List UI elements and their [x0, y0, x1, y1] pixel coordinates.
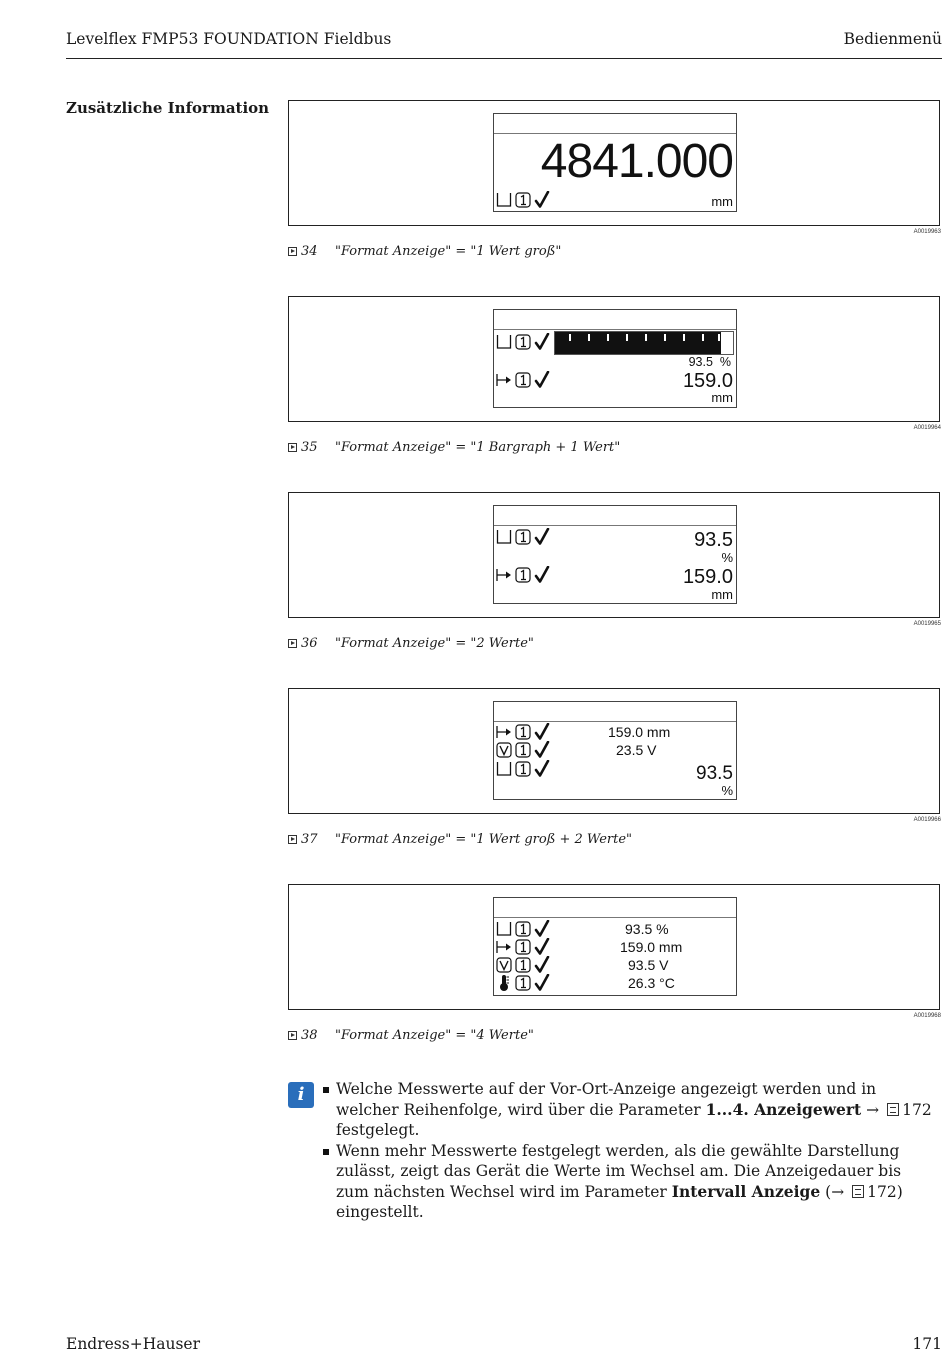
header-rule: [66, 58, 942, 59]
value-unit: mm: [711, 390, 733, 405]
check-icon: [536, 957, 548, 972]
bargraph-tick: [718, 334, 720, 341]
temperature-row: 26.3 °C: [628, 975, 675, 991]
channel-icon: [516, 193, 530, 207]
figure-37-caption: [288, 832, 632, 847]
channel-icon: [516, 762, 530, 776]
channel-icon: [516, 940, 530, 954]
value-unit: mm: [711, 587, 733, 602]
figure-icon: [288, 639, 297, 648]
lcd-header-bar: [494, 506, 736, 526]
bargraph-tick: [569, 334, 571, 341]
figure-36-frame: [288, 492, 940, 618]
figure-code: A0019968: [913, 1013, 941, 1019]
value-unit: %: [721, 550, 733, 565]
channel-icon: [516, 373, 530, 387]
figure-number: 36: [301, 636, 318, 651]
channel-icon: [516, 335, 530, 349]
distance-value: 159.0: [682, 566, 733, 588]
caption-text: "Format Anzeige" = "1 Bargraph + 1 Wert": [335, 440, 621, 455]
check-icon: [536, 761, 548, 776]
bargraph-tick: [607, 334, 609, 341]
distance-row: 159.0 mm: [620, 939, 683, 955]
distance-icon: [497, 941, 511, 953]
value-unit: %: [721, 783, 733, 798]
caption-text: "Format Anzeige" = "4 Werte": [335, 1028, 534, 1043]
page-number: 171: [912, 1335, 942, 1353]
value-unit: mm: [711, 194, 733, 209]
book-icon: [887, 1103, 899, 1116]
status-symbol: [496, 191, 552, 209]
level-row: 93.5 %: [625, 921, 669, 937]
tank-icon: [498, 922, 511, 935]
bargraph-fill: [555, 332, 721, 354]
level-value: 93.5: [694, 529, 733, 551]
status-symbol: [496, 938, 552, 956]
check-icon: [536, 724, 548, 739]
lcd-display: [493, 897, 737, 996]
distance-value: 159.0: [682, 370, 733, 392]
lcd-display: [493, 701, 737, 800]
channel-icon: [516, 530, 530, 544]
lcd-header-bar: [494, 310, 736, 330]
status-symbol: [496, 920, 552, 938]
bargraph-tick: [626, 334, 628, 341]
figure-37-frame: [288, 688, 940, 814]
voltage-row: 93.5 V: [628, 957, 669, 973]
tank-icon: [498, 335, 511, 348]
note-list: [322, 1079, 932, 1223]
voltage-row: 23.5 V: [616, 742, 657, 758]
figure-38-frame: [288, 884, 940, 1010]
figure-35-frame: [288, 296, 940, 422]
check-icon: [536, 742, 548, 757]
footer-brand: Endress+Hauser: [66, 1335, 200, 1353]
figure-38-caption: [288, 1028, 534, 1043]
channel-icon: [516, 922, 530, 936]
lcd-display: [493, 505, 737, 604]
parameter-link[interactable]: 1...4. Anzeigewert: [705, 1099, 862, 1119]
figure-number: 34: [301, 244, 318, 259]
main-value: 4841.000: [540, 135, 733, 188]
check-icon: [536, 975, 548, 990]
figure-36-caption: [288, 636, 534, 651]
lcd-header-bar: [494, 114, 736, 134]
channel-icon: [516, 958, 530, 972]
figure-number: 35: [301, 440, 318, 455]
status-symbol: [496, 723, 552, 741]
caption-text: "Format Anzeige" = "2 Werte": [335, 636, 534, 651]
figure-code: A0019966: [913, 817, 941, 823]
book-icon: [852, 1185, 864, 1198]
note-bullet-1: Welche Messwerte auf der Vor-Ort-Anzeige angezeigt werden und in welcher Reihenfolge, wird über die Parameter 1...4. Anzeigewert → 172 festgelegt.: [322, 1079, 932, 1141]
status-symbol: [496, 974, 552, 992]
channel-icon: [516, 976, 530, 990]
header-section: Bedienmenü: [843, 30, 942, 48]
tank-icon: [498, 762, 511, 775]
bargraph-tick: [702, 334, 704, 341]
lcd-display: [493, 113, 737, 212]
bargraph-tick: [588, 334, 590, 341]
lcd-header-bar: [494, 702, 736, 722]
bargraph-tick: [645, 334, 647, 341]
status-symbol: [496, 566, 552, 584]
figure-code: A0019965: [913, 621, 941, 627]
check-icon: [536, 334, 548, 349]
bargraph-tick: [683, 334, 685, 341]
info-icon: i: [288, 1082, 314, 1108]
figure-code: A0019963: [913, 229, 941, 235]
distance-row: 159.0 mm: [608, 724, 671, 740]
distance-icon: [497, 726, 511, 738]
channel-icon: [516, 743, 530, 757]
page-reference[interactable]: 172: [867, 1182, 897, 1201]
status-symbol: [496, 528, 552, 546]
lcd-header-bar: [494, 898, 736, 918]
tank-icon: [498, 193, 511, 206]
status-symbol: [496, 371, 552, 389]
page-reference[interactable]: 172: [902, 1100, 932, 1119]
figure-code: A0019964: [913, 425, 941, 431]
distance-icon: [497, 374, 511, 386]
bargraph: [554, 331, 734, 355]
status-symbol: [496, 956, 552, 974]
figure-number: 38: [301, 1028, 318, 1043]
check-icon: [536, 372, 548, 387]
figure-icon: [288, 443, 297, 452]
note-bullet-2: Wenn mehr Messwerte festgelegt werden, als die gewählte Darstellung zulässt, zeigt das Gerät die Werte im Wechsel am. Die Anzeigedauer bis zum nächsten Wechsel wird im Parameter Intervall Anzeige (→ 172) eingestellt.: [322, 1141, 932, 1223]
distance-icon: [497, 569, 511, 581]
check-icon: [536, 567, 548, 582]
lcd-display: [493, 309, 737, 408]
level-value: 93.5: [696, 763, 733, 784]
figure-icon: [288, 1031, 297, 1040]
parameter-link[interactable]: Intervall Anzeige: [671, 1181, 821, 1201]
status-symbol: [496, 760, 552, 778]
figure-number: 37: [301, 832, 318, 847]
figure-34-caption: [288, 244, 561, 259]
caption-text: "Format Anzeige" = "1 Wert groß": [335, 244, 562, 259]
figure-35-caption: [288, 440, 620, 455]
voltage-icon: [497, 743, 511, 757]
channel-icon: [516, 568, 530, 582]
caption-text: "Format Anzeige" = "1 Wert groß + 2 Werte": [335, 832, 633, 847]
channel-icon: [516, 725, 530, 739]
side-heading: Zusätzliche Information: [66, 99, 270, 117]
tank-icon: [498, 530, 511, 543]
figure-icon: [288, 835, 297, 844]
check-icon: [536, 192, 548, 207]
voltage-icon: [497, 958, 511, 972]
thermometer-icon: [500, 975, 509, 991]
bargraph-value: 93.5 %: [688, 355, 731, 369]
check-icon: [536, 921, 548, 936]
check-icon: [536, 939, 548, 954]
status-symbol: [496, 741, 552, 759]
check-icon: [536, 529, 548, 544]
header-title: Levelflex FMP53 FOUNDATION Fieldbus: [66, 30, 392, 48]
figure-34-frame: [288, 100, 940, 226]
figure-icon: [288, 247, 297, 256]
bargraph-tick: [664, 334, 666, 341]
status-symbol: [496, 333, 552, 351]
